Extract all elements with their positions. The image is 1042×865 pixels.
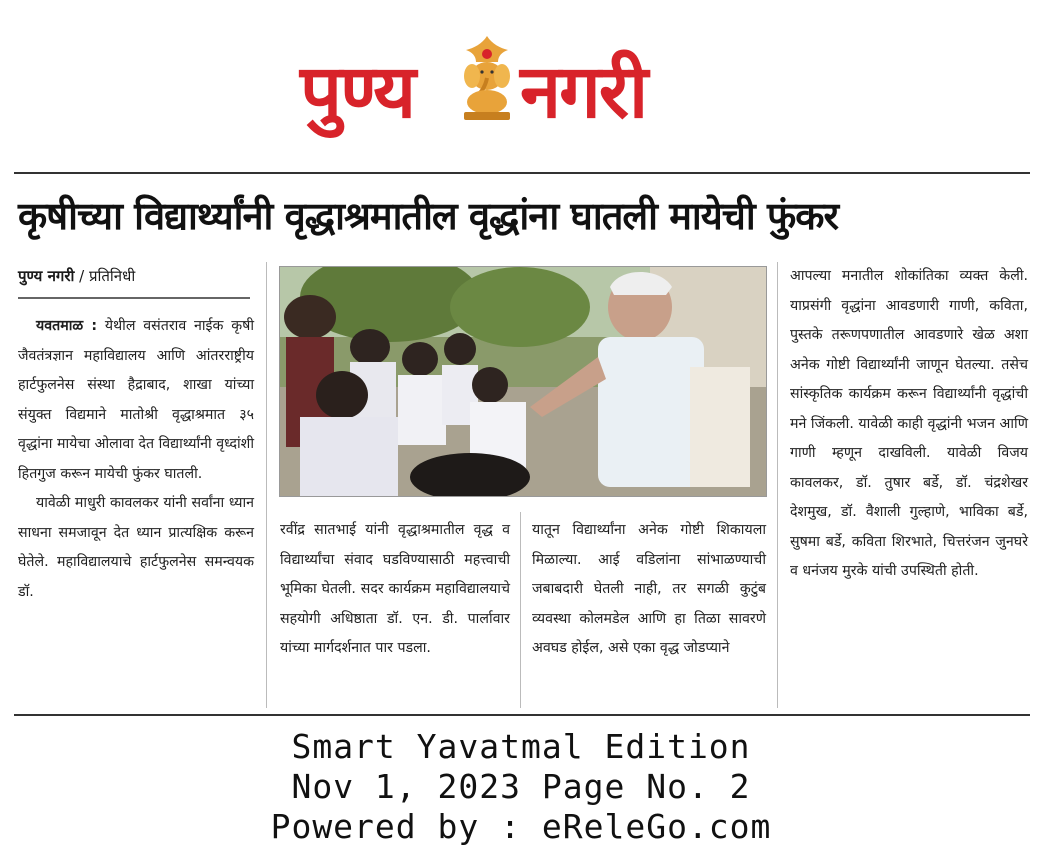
dateline-place: यवतमाळ :: [36, 318, 98, 334]
column-divider: [266, 262, 267, 708]
masthead-right-word: नगरी: [520, 49, 647, 135]
article-column-4: [790, 262, 1028, 587]
column-1-lead-text: येथील वसंतराव नाईक कृषी जैवतंत्रज्ञान महाविद्यालय आणि आंतरराष्ट्रीय हार्टफुलनेस संस्था हैद्राबाद, शाखा यांच्या संयुक्त विद्यमाने मातोश्री वृद्धाश्रमात ३५ वृद्धांना मायेचा ओलावा देत विद्यार्थ्यांनी वृध्दांशी हितगुज करून मायेची फुंकर घातली.: [18, 318, 254, 482]
powered-by-label: Powered by : eReleGo.com: [270, 807, 772, 846]
photo-illustration: [280, 267, 767, 497]
byline-source: पुण्य नगरी: [18, 267, 75, 285]
masthead-left-word: पुण्य: [300, 49, 415, 135]
top-rule: [14, 172, 1030, 174]
article-photo: [279, 266, 767, 497]
byline-role: प्रतिनिधी: [88, 267, 136, 285]
bottom-rule: [14, 714, 1030, 716]
byline-separator: /: [74, 267, 89, 285]
article-column-2: [280, 516, 510, 664]
article-headline: कृषीच्या विद्यार्थ्यांनी वृद्धाश्रमातील वृद्धांना घातली मायेची फुंकर: [18, 194, 839, 238]
column-divider: [777, 262, 778, 708]
column-1-paragraph-2: यावेळी माधुरी कावलकर यांनी सर्वांना ध्यान साधना समजावून देत ध्यान प्रात्यक्षिक करून घेतेले. महाविद्यालयाचे हार्टफुलनेस समन्वयक डॉ.: [18, 495, 254, 600]
ganesha-emblem-icon: [452, 34, 522, 124]
date-page-label: Nov 1, 2023 Page No. 2: [291, 767, 751, 806]
column-3-text: यातून विद्यार्थ्यांना अनेक गोष्टी शिकायला मिळाल्या. आई वडिलांना सांभाळण्याची जबाबदारी घेतली नाही, तर सगळी कुटुंब व्यवस्था कोलमडेल आणि हा तिळा सावरणे अवघड होईल, असे एका वृद्ध जोडप्याने: [532, 522, 766, 656]
article-column-3: [532, 516, 766, 664]
column-4-text: आपल्या मनातील शोकांतिका व्यक्त केली. याप्रसंगी वृद्धांना आवडणारी गाणी, कविता, पुस्तके तरूणपणातील आवडणारे खेळ अशा अनेक गोष्टी विद्यार्थ्यांनी जाणून घेतल्या. तसेच सांस्कृतिक कार्यक्रम करून विद्यार्थ्यांनी वृद्धांची मने जिंकली. यावेळी काही वृद्धांनी भजन आणि गाणी म्हणून दाखविली. यावेळी विजय कावलकर, डॉ. तुषार बर्डे, डॉ. चंद्रशेखर देशमुख, डॉ. वैशाली गुल्हाणे, भाविका बर्डे, सुषमा बर्डे, कविता शिरभाते, चित्तरंजन जुनघरे व धनंजय मुरके यांची उपस्थिती होती.: [790, 268, 1028, 579]
column-divider: [520, 512, 521, 708]
masthead: [0, 20, 1042, 150]
byline: [18, 266, 135, 286]
column-1-paragraph-1: [18, 312, 254, 489]
column-2-text: रवींद्र सातभाई यांनी वृद्धाश्रमातील वृद्ध व विद्यार्थ्यांचा संवाद घडविण्यासाठी महत्त्वाची भूमिका घेतली. सदर कार्यक्रम महाविद्यालयाचे सहयोगी अधिष्ठाता डॉ. एन. डी. पार्लावार यांच्या मार्गदर्शनात पार पडला.: [280, 522, 510, 656]
byline-rule: [18, 297, 250, 299]
edition-label: Smart Yavatmal Edition: [291, 727, 751, 766]
article-column-1: [18, 312, 254, 607]
